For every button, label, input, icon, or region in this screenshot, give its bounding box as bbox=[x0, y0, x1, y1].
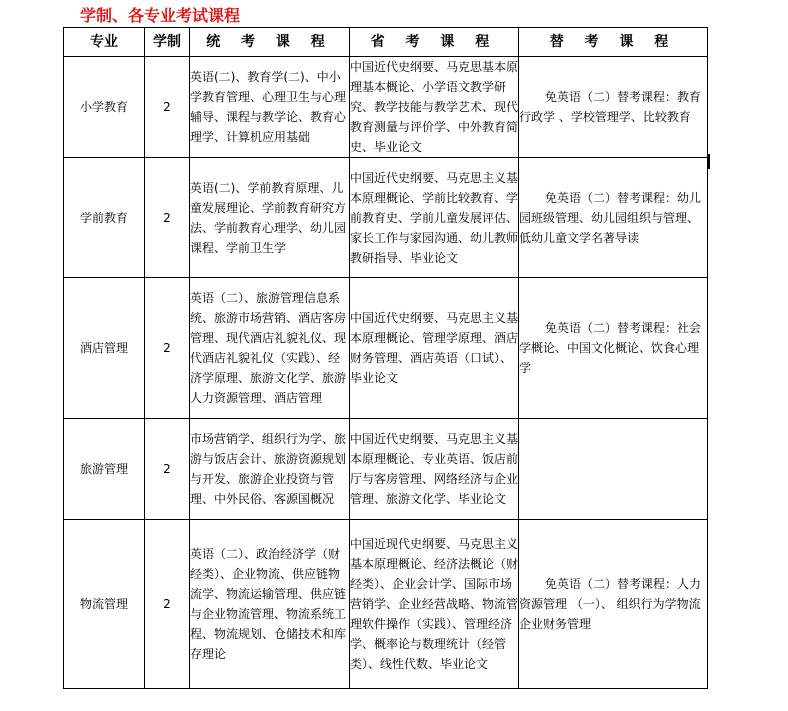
provincial-courses-cell: 中国近代史纲要、马克思基本原理基本概论、小学语文教学研究、教学技能与教学艺术、现代教育测量与评价学、中外教育简史、毕业论文 bbox=[350, 57, 519, 158]
substitute-courses-cell: 免英语（二）替考课程：幼儿园班级管理、幼儿园组织与管理、低幼儿童文学名著导读 bbox=[519, 158, 708, 278]
major-cell: 物流管理 bbox=[64, 520, 145, 689]
unified-courses-cell: 市场营销学、组织行为学、旅游与饭店会计、旅游资源规划与开发、旅游企业投资与管理、中外民俗、客源国概况 bbox=[190, 419, 350, 520]
unified-courses-cell: 英语(二)、教育学(二)、中小学教育管理、心理卫生与心理辅导、课程与教学论、教育心理学、计算机应用基础 bbox=[190, 57, 350, 158]
years-cell: 2 bbox=[145, 278, 190, 419]
table-row bbox=[64, 419, 708, 520]
text-cursor bbox=[708, 154, 710, 169]
page-title: 学制、各专业考试课程 bbox=[80, 6, 241, 25]
header-substitute-courses: 替 考 课 程 bbox=[519, 28, 708, 57]
years-cell: 2 bbox=[145, 158, 190, 278]
unified-courses-cell: 英语（二）、旅游管理信息系统、旅游市场营销、酒店客房管理、现代酒店礼貌礼仪、现代酒店礼貌礼仪（实践）、经济学原理、旅游文化学、旅游人力资源管理、酒店管理 bbox=[190, 278, 350, 419]
table-row bbox=[64, 158, 708, 278]
years-cell: 2 bbox=[145, 57, 190, 158]
substitute-courses-cell: 免英语（二）替考课程：人力资源管理 （一）、 组织行为学物流企业财务管理 bbox=[519, 520, 708, 689]
table-row bbox=[64, 520, 708, 689]
major-cell: 学前教育 bbox=[64, 158, 145, 278]
exam-courses-table bbox=[63, 27, 708, 689]
substitute-courses-cell: 免英语（二）替考课程：教育行政学 、学校管理学、比较教育 bbox=[519, 57, 708, 158]
provincial-courses-cell: 中国近代史纲要、马克思主义基本原理概论、管理学原理、酒店财务管理、酒店英语（口试）、毕业论文 bbox=[350, 278, 519, 419]
table-row bbox=[64, 57, 708, 158]
unified-courses-cell: 英语(二)、学前教育原理、儿童发展理论、学前教育研究方法、学前教育心理学、幼儿园课程、学前卫生学 bbox=[190, 158, 350, 278]
table-header-row bbox=[64, 28, 708, 57]
major-cell: 旅游管理 bbox=[64, 419, 145, 520]
header-major: 专业 bbox=[64, 28, 145, 57]
header-years: 学制 bbox=[145, 28, 190, 57]
header-unified-courses: 统 考 课 程 bbox=[190, 28, 350, 57]
years-cell: 2 bbox=[145, 419, 190, 520]
years-cell: 2 bbox=[145, 520, 190, 689]
substitute-courses-cell bbox=[519, 419, 708, 520]
provincial-courses-cell: 中国近代史纲要、马克思主义基本原理概论、专业英语、饭店前厅与客房管理、网络经济与企业管理、旅游文化学、毕业论文 bbox=[350, 419, 519, 520]
unified-courses-cell: 英语（二）、政治经济学（财经类）、企业物流、供应链物流学、物流运输管理、供应链与企业物流管理、物流系统工程、物流规划、仓储技术和库存理论 bbox=[190, 520, 350, 689]
major-cell: 小学教育 bbox=[64, 57, 145, 158]
provincial-courses-cell: 中国近代史纲要、马克思主义基本原理概论、学前比较教育、学前教育史、学前儿童发展评估、家长工作与家园沟通、幼儿教师教研指导、毕业论文 bbox=[350, 158, 519, 278]
table-row bbox=[64, 278, 708, 419]
provincial-courses-cell: 中国近现代史纲要、马克思主义基本原理概论、经济法概论（财经类）、企业会计学、国际市场营销学、企业经营战略、物流管理软件操作（实践）、管理经济学、概率论与数理统计（经管类）、线性代数、毕业论文 bbox=[350, 520, 519, 689]
major-cell: 酒店管理 bbox=[64, 278, 145, 419]
substitute-courses-cell: 免英语（二）替考课程：社会学概论、中国文化概论、饮食心理学 bbox=[519, 278, 708, 419]
header-provincial-courses: 省 考 课 程 bbox=[350, 28, 519, 57]
